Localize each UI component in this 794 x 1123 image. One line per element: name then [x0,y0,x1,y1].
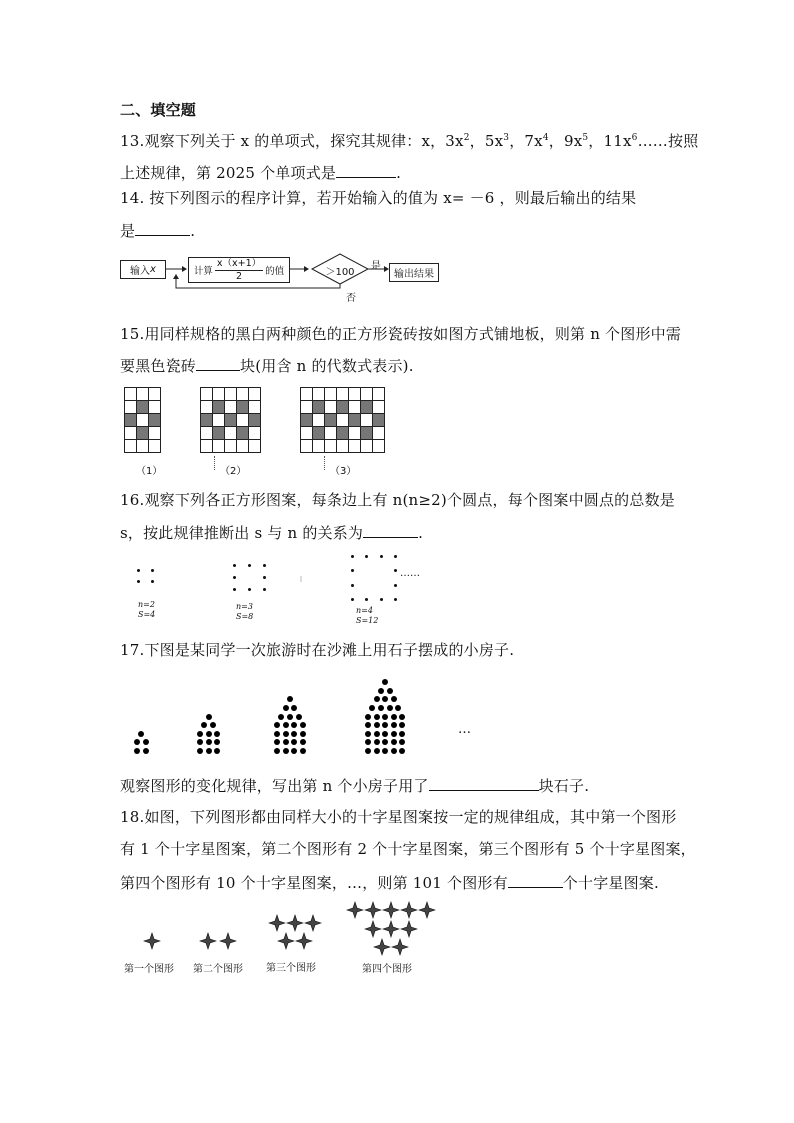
q17-line1: 17.下图是某同学一次旅游时在沙滩上用石子摆成的小房子. [120,641,515,659]
cross-star-icon [383,921,399,937]
q16-label-s12: S=12 [356,616,379,625]
stone [197,739,203,745]
stone [382,739,388,745]
stone [382,748,388,754]
stone [274,722,280,728]
cross-star-icon [374,939,390,955]
q16-answer-blank[interactable] [363,523,418,538]
flow-yes-label: 是 [371,261,381,272]
cross-star-icon [392,939,408,955]
stone [399,722,405,728]
flow-condition: ＞100 [325,267,355,278]
cross-star-icon [200,933,216,949]
q15-line2: 要黑色瓷砖 块(用含 n 的代数式表示). [120,357,414,375]
stone [296,714,302,720]
q14-flowchart [118,252,448,310]
stone [382,731,388,737]
q15-answer-blank[interactable] [196,356,240,371]
stone [206,714,212,720]
stone [291,722,297,728]
q18-star-figures [120,898,460,958]
stone [374,739,380,745]
stone [134,739,140,745]
q16-label-n3: n=3 [236,602,253,611]
q18-line3: 第四个图形有 10 个十字星图案，…，则第 101 个图形有 个十字星图案. [120,874,659,892]
stone [214,731,220,737]
cross-star-icon [401,902,417,918]
tile-caption-3: （3） [330,466,357,477]
stone [283,722,289,728]
stone [206,739,212,745]
q14-answer-blank[interactable] [135,221,190,236]
stone [374,714,380,720]
cross-star-icon [419,902,435,918]
stone [143,739,149,745]
flow-input-box: 输入 x [120,260,166,279]
stone [391,696,397,702]
tile-caption-1: （1） [136,466,163,477]
star-caption-3: 第三个图形 [266,963,316,974]
q16-label-s8: S=8 [236,612,254,621]
stone [387,688,393,694]
stone [278,714,284,720]
stone [365,748,371,754]
stone [399,739,405,745]
stone [378,688,384,694]
stone [206,748,212,754]
cross-star-icon [365,921,381,937]
stone [374,748,380,754]
stone [382,679,388,685]
stone [374,722,380,728]
stone [134,748,140,754]
stone [197,731,203,737]
stone [291,705,297,711]
stone [391,748,397,754]
q16-label-s4: S=4 [138,610,156,619]
q18-line1: 18.如图，下列图形都由同样大小的十字星图案按一定的规律组成，其中第一个图形 [120,808,677,826]
stone [382,696,388,702]
cross-star-icon [144,933,160,949]
stone [291,748,297,754]
q13-line2: 上述规律，第 2025 个单项式是 . [120,164,402,182]
stone [399,748,405,754]
stone [300,722,306,728]
stone [287,696,293,702]
stone [206,731,212,737]
stone [291,739,297,745]
section-title: 二、填空题 [120,101,197,119]
q13-line1: 13.观察下列关于 x 的单项式，探究其规律：x，$3x^2$，$5x^3$，$7x^4$，$9x^5$，$11x^6\dots\dots$按照 [120,132,699,150]
stone [374,731,380,737]
q18-line2: 有 1 个十字星图案，第二个图形有 2 个十字星图案，第三个图形有 5 个十字星图案， [120,840,696,858]
stone [391,739,397,745]
stone [378,705,384,711]
stone [283,731,289,737]
stone [365,731,371,737]
stone [300,748,306,754]
cross-star-icon [278,933,294,949]
flow-output-box: 输出结果 [389,263,439,282]
q17-house-figures [120,668,500,758]
star-caption-2: 第二个图形 [193,964,243,975]
cross-star-icon [365,902,381,918]
stone [382,722,388,728]
stone [210,722,216,728]
stone [399,731,405,737]
stone [395,705,401,711]
q16-line1: 16.观察下列各正方形图案，每条边上有 n(n≥2)个圆点，每个图案中圆点的总数是 [120,491,675,509]
q17-ellipsis: … [458,722,472,737]
stone [197,748,203,754]
cross-star-icon [220,933,236,949]
cross-star-icon [383,902,399,918]
stone [283,705,289,711]
stone [365,722,371,728]
q16-label-n2: n=2 [138,600,155,609]
star-caption-4: 第四个图形 [362,964,412,975]
q16-label-n4: n=4 [356,606,373,615]
cross-star-icon [305,915,321,931]
tile-figure-3 [300,387,385,453]
tile-divider-1 [214,456,215,470]
tile-divider-2 [324,456,325,470]
q14-line2: 是 . [120,222,196,240]
stone [143,748,149,754]
stone [365,714,371,720]
stone [391,722,397,728]
stone [283,739,289,745]
cross-star-icon [347,902,363,918]
cross-star-icon [287,915,303,931]
stone [387,705,393,711]
q15-line1: 15.用同样规格的黑白两种颜色的正方形瓷砖按如图方式铺地板，则第 n 个图形中需 [120,325,682,343]
stone [274,739,280,745]
stone [201,722,207,728]
q16-line2: s，按此规律推断出 s 与 n 的关系为 . [120,524,424,542]
stone [274,748,280,754]
stone [214,739,220,745]
tile-caption-2: （2） [220,466,247,477]
stone [138,731,144,737]
q18-answer-blank[interactable] [508,873,563,888]
flow-no-label: 否 [346,293,356,304]
stone [274,731,280,737]
stone [365,739,371,745]
q17-answer-blank[interactable] [429,776,539,791]
q16-figures [130,550,450,630]
stone [382,714,388,720]
cross-star-icon [401,921,417,937]
stone [391,731,397,737]
tile-figure-2 [200,387,261,453]
stone [374,696,380,702]
tile-figure-1 [124,387,161,453]
stone [399,714,405,720]
q13-answer-blank[interactable] [336,163,396,178]
stone [300,731,306,737]
q17-line2: 观察图形的变化规律，写出第 n 个小房子用了 块石子. [120,777,590,795]
stone [300,739,306,745]
cross-star-icon [296,933,312,949]
stone [283,748,289,754]
q14-line1: 14. 按下列图示的程序计算，若开始输入的值为 x= －6 ，则最后输出的结果 [120,189,637,207]
stone [214,748,220,754]
stone [291,731,297,737]
stone [369,705,375,711]
stone [391,714,397,720]
flow-calc-box: 计算 $\frac{x(x+1)}{2}$ 的值 [188,257,290,283]
star-caption-1: 第一个图形 [124,964,174,975]
flow-fraction: $\frac{x(x+1)}{2}$ [216,257,262,282]
stone [287,714,293,720]
cross-star-icon [269,915,285,931]
q16-ellipsis: …… [400,568,420,579]
